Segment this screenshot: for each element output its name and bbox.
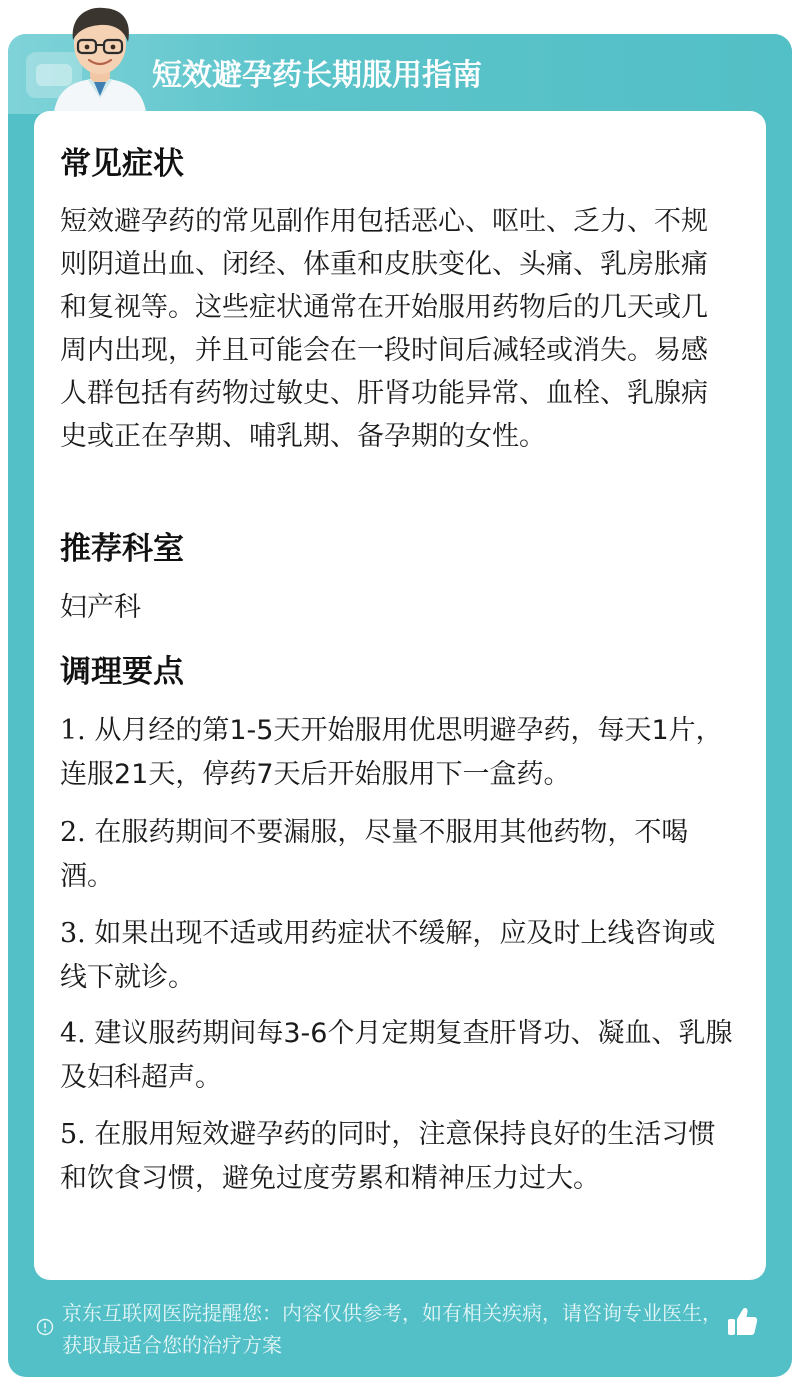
page-title: 短效避孕药长期服用指南 bbox=[152, 58, 482, 93]
department-text: 妇产科 bbox=[60, 592, 141, 623]
section-title-symptoms: 常见症状 bbox=[60, 146, 184, 182]
care-point-item bbox=[60, 1113, 740, 1201]
section-title-department: 推荐科室 bbox=[60, 531, 184, 567]
care-point-number: 3. bbox=[60, 918, 86, 949]
care-point-number: 4. bbox=[60, 1018, 86, 1049]
disclaimer-text: 京东互联网医院提醒您：内容仅供参考，如有相关疾病，请咨询专业医生，获取最适合您的治疗方案 bbox=[62, 1301, 722, 1357]
care-point-item bbox=[60, 811, 740, 899]
care-point-text: 如果出现不适或用药症状不缓解，应及时上线咨询或线下就诊。 bbox=[60, 918, 716, 993]
doctor-avatar-icon bbox=[48, 0, 152, 112]
care-point-text: 在服药期间不要漏服，尽量不服用其他药物，不喝酒。 bbox=[60, 817, 689, 892]
care-point-number: 1. bbox=[60, 715, 86, 746]
care-point-item bbox=[60, 709, 740, 797]
care-point-text: 建议服药期间每3-6个月定期复查肝肾功、凝血、乳腺及妇科超声。 bbox=[60, 1018, 733, 1093]
care-point-number: 5. bbox=[60, 1119, 86, 1150]
care-point-item bbox=[60, 912, 740, 1000]
symptoms-text: 短效避孕药的常见副作用包括恶心、呕吐、乏力、不规则阴道出血、闭经、体重和皮肤变化、头痛、乳房胀痛和复视等。这些症状通常在开始服用药物后的几天或几周内出现，并且可能会在一段时间后减轻或消失。易感人群包括有药物过敏史、肝肾功能异常、血栓、乳腺病史或正在孕期、哺乳期、备孕期的女性。 bbox=[60, 206, 708, 452]
care-point-text: 从月经的第1-5天开始服用优思明避孕药，每天1片，连服21天，停药7天后开始服用下一盒药。 bbox=[60, 715, 723, 790]
section-title-care-points: 调理要点 bbox=[60, 654, 184, 690]
care-point-text: 在服用短效避孕药的同时，注意保持良好的生活习惯和饮食习惯，避免过度劳累和精神压力过大。 bbox=[60, 1119, 716, 1194]
info-icon bbox=[36, 1318, 54, 1336]
care-point-item bbox=[60, 1012, 740, 1100]
thumbs-up-icon[interactable] bbox=[724, 1304, 760, 1340]
care-point-number: 2. bbox=[60, 817, 86, 848]
